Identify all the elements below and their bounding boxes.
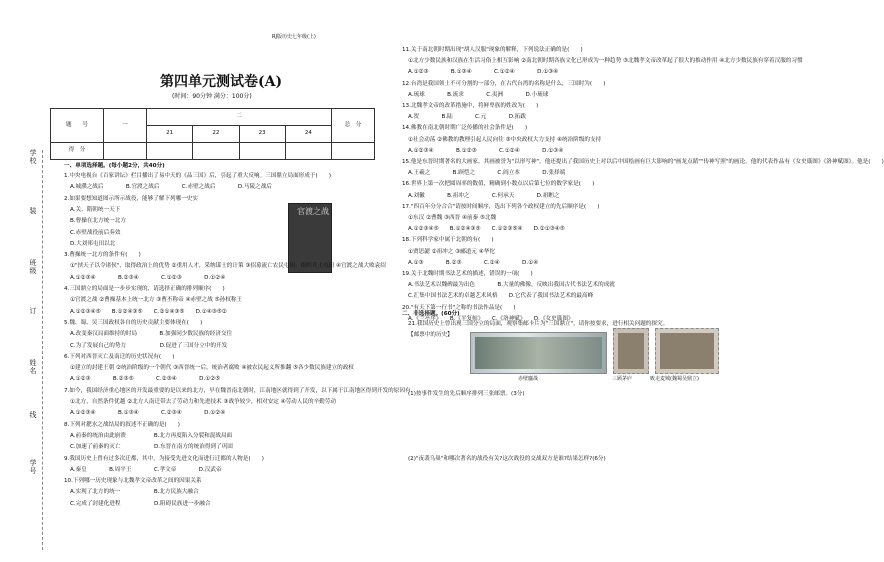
exam-info: (时间：90分钟 满分：100分) (172, 93, 252, 100)
question-text: (1)按事件发生的先后顺序排列三张邮票。(3分) (408, 391, 525, 397)
answer-options: C.为了发展自己的势力 D.促进了三国分立中的开发 (70, 342, 228, 349)
answer-options: ①北方，自然条件优越 ②北方人南迁带去了劳动力和先进技术 ③战争较少，相对安定 ④劳动人民的辛勤劳动 (70, 399, 336, 405)
binding-label: 学校 (29, 149, 37, 165)
score-table-cell: 总 分 (332, 109, 375, 143)
question-text: (2)"夜袭乌巢"和哪次著名的战役有关?这次战役的交战双方是谁?结果怎样?(6分) (408, 456, 606, 462)
answer-options: A.城濮之战后 B.官渡之战后 C.赤壁之战后 D.马陵之战后 (70, 184, 272, 191)
answer-options: ①社会动荡 ②佛教的教理引起人民向往 ③中央政权大力支持 ④统治阶级的支持 (408, 136, 602, 143)
answer-options: ①贾思勰 ②祖冲之 ③郦道元 ④华佗 (408, 248, 495, 255)
question-text: 19.关于北魏时期书法艺术的描述，错误的一项( ) (402, 271, 533, 277)
score-input-cell[interactable] (104, 143, 147, 160)
question-text: 21.我国历史上曾出现三国分立的局面，观察集邮卡片为"三国鼎立"，请你按要求，进行相关问题的探究。 (408, 321, 669, 327)
answer-options: C.加速了前秦的灭亡 D.东晋在南方的统治得到了巩固 (70, 444, 233, 451)
question-text: 16.世界上第一次把圆周率的数值，精确到小数点以后第七位的数学家是( ) (402, 181, 595, 188)
answer-options: C.汇集中国书法艺术的卓越艺术风格 D.它代表了我国书法艺术的最高峰 (408, 293, 594, 300)
binding-label: 装 (29, 207, 37, 215)
answer-options: A.①②③④⑤ B.①②④③⑤ C.①②③⑤④ D.②①③④⑤ (408, 226, 565, 233)
stamp-caption: 三顾茅庐 (612, 376, 633, 382)
stamp-caption: 败走麦城(魏蜀吴鼎立) (650, 376, 699, 382)
question-text: 13.北魏孝文帝的改革措施中，将鲜卑族的姓改为( ) (402, 103, 539, 109)
binding-label: 线 (29, 411, 37, 419)
question-text: 20."有天下第一行书"之称的书法作品是( ) (402, 304, 516, 311)
answer-options: A.贺 B.陆 C.元 D.拓跋 (408, 114, 526, 121)
answer-options: A.前秦的统治由此崩溃 B.北方再度陷入分裂和混战局面 (70, 432, 233, 439)
answer-options: ①官渡之战 ②曹操基本上统一北方 ③曹丕称帝 ④赤壁之战 ⑤孙权称王 (70, 297, 243, 304)
score-table-cell: 24 (285, 126, 331, 143)
question-text: 6.下列对西晋灭亡及南迁的历史状况有( ) (64, 353, 175, 360)
score-table-cell: 二 (147, 109, 332, 126)
section-title: 一、单项选择题。(每小题2分，共40分) (64, 163, 165, 169)
answer-options: A.①③ B.②③ C.②④ D.①④ (408, 259, 539, 266)
answer-options: A.书法艺术以魏碑最为出色 B.大量的佛像，反映出我国古代书法艺术的成就 (408, 282, 615, 289)
answer-options: ①"挟天子以令诸侯"，取得政治上的优势 ②重用人才，采纳谋士的计策 ③招募流亡农民屯田，组织兵士屯田 ④官渡之战大败袁绍 (70, 263, 386, 270)
answer-options: A.王羲之 B.顾恺之 C.阎立本 D.张择端 (408, 170, 566, 177)
question-text: 9.我国历史上曾有过多次迁都，其中，为接受先进文化而进行迁都的人物是( ) (64, 455, 264, 462)
score-input-cell[interactable] (147, 143, 193, 160)
question-text: 5.魏、蜀、吴三国政权各自的历史贡献主要体现在( ) (64, 319, 203, 326)
answer-options: A.刘徽 B.祖冲之 C.何承天 D.祖暅之 (408, 192, 560, 199)
answer-options: C.完成了封建化进程 D.阻碍民族进一步融合 (70, 500, 211, 507)
answer-options: A.①②③④ B.②③④ C.①②③ D.①②④ (70, 274, 226, 281)
question-text: 14.佛教在南北朝时期广泛传播的社会条件是( ) (402, 125, 528, 132)
stamp-caption: 赤壁鏖战 (518, 376, 539, 382)
answer-options: ①东汉 ②曹魏 ③西晋 ④前秦 ⑤北魏 (408, 215, 497, 221)
answer-options: A.①②③ B.①③④ C.①②④ D.①③④ (408, 69, 559, 76)
grade-label: RJ版历史七年级(上) (272, 34, 316, 40)
score-input-cell[interactable] (193, 143, 239, 160)
question-text: 7.如今，我国经济重心地区的开发最重要的是以来的北方，早在魏晋南北朝时，江南地区就得到了开发，以下属于江南地区得到开发的原因有 (64, 387, 411, 394)
score-input-cell[interactable] (239, 143, 285, 160)
question-text: 8.下列对淝水之战结局的叙述不正确的是( ) (64, 421, 180, 428)
binding-line (42, 150, 43, 550)
score-table-cell: 题 号 (51, 109, 104, 143)
binding-label: 订 (29, 307, 37, 315)
binding-label: 班级 (29, 259, 37, 275)
binding-margin (26, 150, 50, 550)
page-title: 第四单元测试卷(A) (160, 74, 283, 90)
answer-options: A.①②③④ B.①③④ C.②③④ D.①②④ (70, 410, 226, 417)
score-table-cell: 23 (239, 126, 285, 143)
answer-options: A.《兰亭序》 B.《平复帖》 C.《洛神赋》 D.《女史箴图》 (408, 315, 574, 322)
question-text: 15.他是东晋时期著名的大画家，其画被誉为"以形写神"，他还提出了我国历史上对以后中国绘画有巨大影响的"画龙点睛""传神写照"的画论，他的代表作品有《女史箴图》《洛神赋图》。他是( ) (402, 159, 884, 165)
answer-options: A.实现了北方的统一 B.北方民族大融合 (70, 489, 199, 496)
score-table-cell: 一 (104, 109, 147, 143)
question-text: 2.如果要想知道图示所示战役，能够了解下列哪一史实 (64, 195, 198, 202)
binding-label: 学号 (29, 459, 37, 475)
answer-options: A.秦皇 B.周平王 C.孝文帝 D.汉武帝 (70, 466, 222, 473)
answer-options: C.赤壁战役前后奏效 (70, 229, 121, 236)
answer-options: A.改变秦汉局面维持的时局 B.加强同少数民族的经济交往 (70, 331, 233, 338)
question-text: 10.下列哪一历史现象与北魏孝文帝改革之间的因果关系 (64, 478, 202, 485)
score-table-cell: 22 (193, 126, 239, 143)
score-table-cell: 得 分 (51, 143, 104, 160)
answer-options: ①建立的封建王朝 ②统治阶级的一个朝代 ③西晋统一后，统治者腐败 ④被农民起义所推翻 ⑤各少数民族建立的政权 (70, 365, 354, 372)
score-input-cell[interactable] (285, 143, 331, 160)
photo-caption: 官渡之战 (297, 207, 329, 216)
section-title: 二、非选择题。(60分) (402, 311, 460, 317)
answer-options: A.琉球 B.流求 C.夷洲 D.小琉球 (408, 91, 549, 98)
answer-options: D.大刘邦屯田以北 (70, 240, 116, 247)
question-text: 1.中央电视台《百家讲坛》栏目播出了易中天的《品三国》后，引起了重大反响。三国鼎立局面形成于( ) (64, 173, 332, 179)
question-text: 3.曹操统一北方的条件有( ) (64, 252, 141, 259)
score-table-cell: 21 (147, 126, 193, 143)
question-text: 17."四百年分分合合"请按时间顺序，选出下列各个政权建立的先后顺序是( ) (402, 203, 600, 210)
answer-options: A.①②③④⑤ B.①②④③⑤ C.②①④③⑤ D.①④③⑤② (70, 308, 227, 315)
answer-options: A.关、隋朝统一天下 (70, 206, 121, 213)
score-input-cell[interactable] (332, 143, 375, 160)
answer-options: B.曹操在北方统一北方 (70, 218, 126, 225)
question-subtitle: 【邮票中的历史】 (408, 332, 453, 338)
answer-options: A.①②③④ B.①②③ C.①②④ D.①③④ (408, 147, 564, 154)
answer-options: ①北方少数民族和汉族在生活习俗上相互影响 ②南北朝时期各族文化已形成为一种趋势 ③北魏孝文帝改革起了很大的推动作用 ④北方少数民族有穿着汉服的习惯 (408, 58, 803, 65)
question-text: 12.台湾是我国领土不可分割的一部分，在古代台湾的名称是什么，三国时为( ) (402, 80, 606, 87)
answer-options: A.①②③ B.②③⑤ C.②③④ D.①②⑤ (70, 376, 221, 383)
question-text: 11.关于南北朝时期出现"胡人汉服"现象的解释，下列说法正确的是( ) (402, 47, 583, 53)
binding-label: 姓名 (29, 359, 37, 375)
question-text: 4.三国鼎立的局面是一步步实现的，请选择正确的排列顺序( ) (64, 286, 225, 292)
question-text: 18.下列科学家中属于北朝的有( ) (402, 237, 494, 244)
score-table (50, 108, 375, 160)
